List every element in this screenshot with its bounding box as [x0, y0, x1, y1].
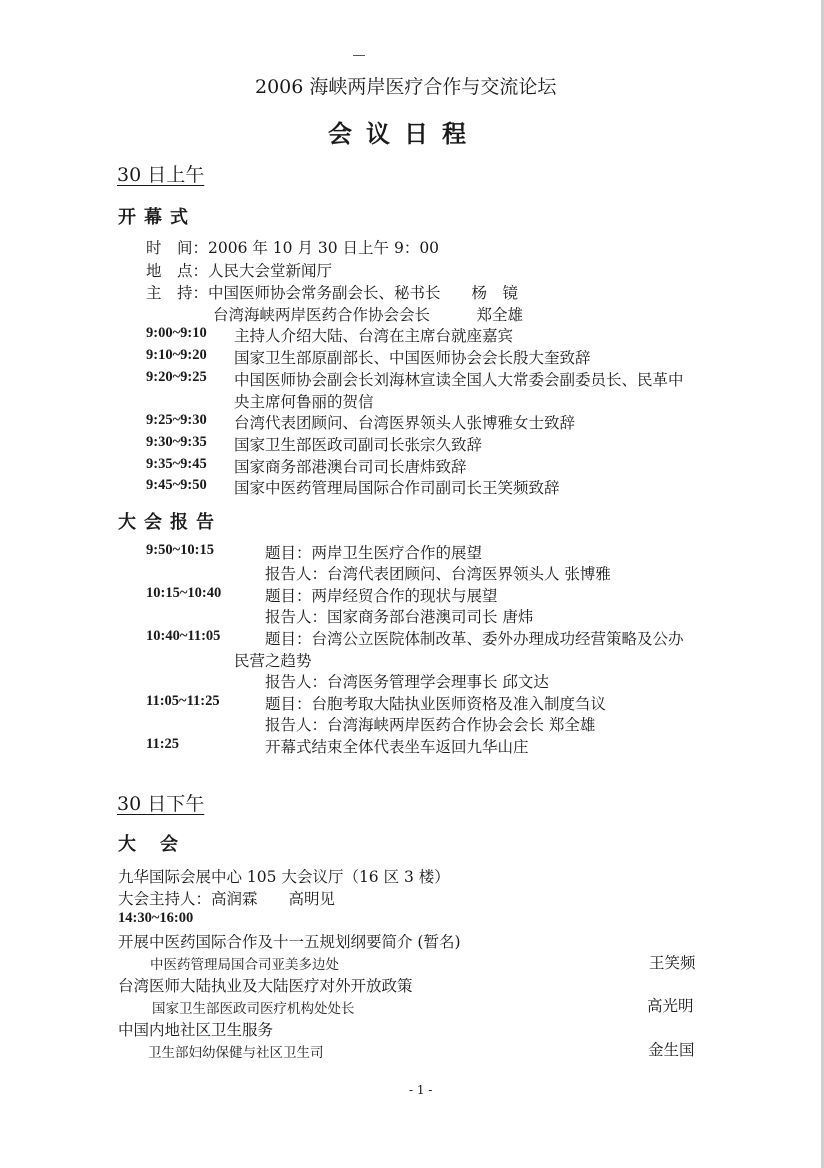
section-morning: 30 日上午: [117, 164, 205, 186]
report-topic: 开幕式结束全体代表坐车返回九华山庄: [265, 738, 529, 756]
section-afternoon: 30 日下午: [117, 793, 205, 815]
heading-reports: 大会报告: [118, 512, 222, 533]
opening-item-text: 中国医师协会副会长刘海林宣读全国人大常委会副委员长、民革中: [234, 371, 684, 389]
talk-org: 卫生部妇幼保健与社区卫生司: [148, 1045, 324, 1061]
report-topic: 题目：两岸经贸合作的现状与展望: [265, 587, 498, 605]
opening-item-time: 9:30~9:35: [146, 434, 207, 450]
opening-item-time: 9:25~9:30: [146, 412, 207, 428]
opening-item-text: 国家卫生部医政司副司长张宗久致辞: [234, 436, 483, 454]
report-topic: 题目：台胞考取大陆执业医师资格及准入制度刍议: [265, 695, 607, 713]
opening-item-text: 国家商务部港澳台司司长唐炜致辞: [234, 458, 467, 476]
scan-mark: [353, 55, 365, 56]
opening-item-text: 国家中医药管理局国际合作司副司长王笑频致辞: [234, 479, 560, 497]
talk-title: 开展中医药国际合作及十一五规划纲要简介 (暂名): [118, 933, 461, 951]
heading-plenary: 大会: [118, 834, 202, 855]
opening-place: 地 点：人民大会堂新闻厅: [146, 262, 333, 280]
report-time: 11:25: [146, 736, 180, 752]
opening-item-time: 9:20~9:25: [146, 369, 207, 385]
opening-item-text: 主持人介绍大陆、台湾在主席台就座嘉宾: [234, 327, 514, 345]
report-topic: 题目：台湾公立医院体制改革、委外办理成功经营策略及公办: [265, 630, 684, 648]
report-time: 10:40~11:05: [146, 628, 221, 644]
talk-speaker: 金生国: [648, 1041, 695, 1059]
talk-org: 中医药管理局国合司亚美多边处: [150, 957, 339, 973]
document-subtitle: 会议日程: [328, 119, 480, 148]
talk-title: 台湾医师大陆执业及大陆医疗对外开放政策: [118, 977, 413, 995]
report-speaker: 报告人：国家商务部台港澳司司长 唐炜: [265, 608, 534, 626]
talk-speaker: 王笑频: [649, 954, 696, 972]
opening-item-time: 9:45~9:50: [146, 477, 207, 493]
opening-host-2: 台湾海峡两岸医药合作协会会长 郑全雄: [213, 306, 524, 324]
page-number: - 1 -: [409, 1083, 433, 1097]
opening-item-time: 9:35~9:45: [146, 456, 207, 472]
opening-host-1: 主 持：中国医师协会常务副会长、秘书长 杨 镜: [146, 284, 519, 302]
plenary-hosts: 大会主持人：高润霖 高明见: [118, 890, 336, 908]
document-title: 2006 海峡两岸医疗合作与交流论坛: [255, 76, 557, 98]
opening-item-text-cont: 央主席何鲁丽的贺信: [234, 393, 374, 411]
heading-opening: 开幕式: [118, 207, 196, 228]
talk-speaker: 高光明: [647, 997, 694, 1015]
plenary-time: 14:30~16:00: [118, 910, 194, 926]
opening-time: 时 间：2006 年 10 月 30 日上午 9：00: [146, 239, 440, 257]
report-speaker: 报告人：台湾代表团顾问、台湾医界领头人 张博雅: [265, 565, 611, 583]
report-topic: 题目：两岸卫生医疗合作的展望: [265, 544, 483, 562]
report-time: 9:50~10:15: [146, 542, 214, 558]
talk-org: 国家卫生部医政司医疗机构处处长: [152, 1001, 355, 1017]
plenary-venue: 九华国际会展中心 105 大会议厅（16 区 3 楼）: [118, 868, 450, 886]
report-speaker: 报告人：台湾海峡两岸医药合作协会会长 郑全雄: [265, 716, 596, 734]
opening-item-time: 9:10~9:20: [146, 347, 207, 363]
opening-item-time: 9:00~9:10: [146, 325, 207, 341]
opening-item-text: 台湾代表团顾问、台湾医界领头人张博雅女士致辞: [234, 414, 576, 432]
report-time: 11:05~11:25: [146, 693, 220, 709]
report-speaker: 报告人：台湾医务管理学会理事长 邱文达: [265, 673, 549, 691]
report-topic-cont: 民营之趋势: [234, 652, 312, 670]
talk-title: 中国内地社区卫生服务: [118, 1021, 274, 1039]
report-time: 10:15~10:40: [146, 585, 222, 601]
opening-item-text: 国家卫生部原副部长、中国医师协会会长殷大奎致辞: [234, 349, 591, 367]
